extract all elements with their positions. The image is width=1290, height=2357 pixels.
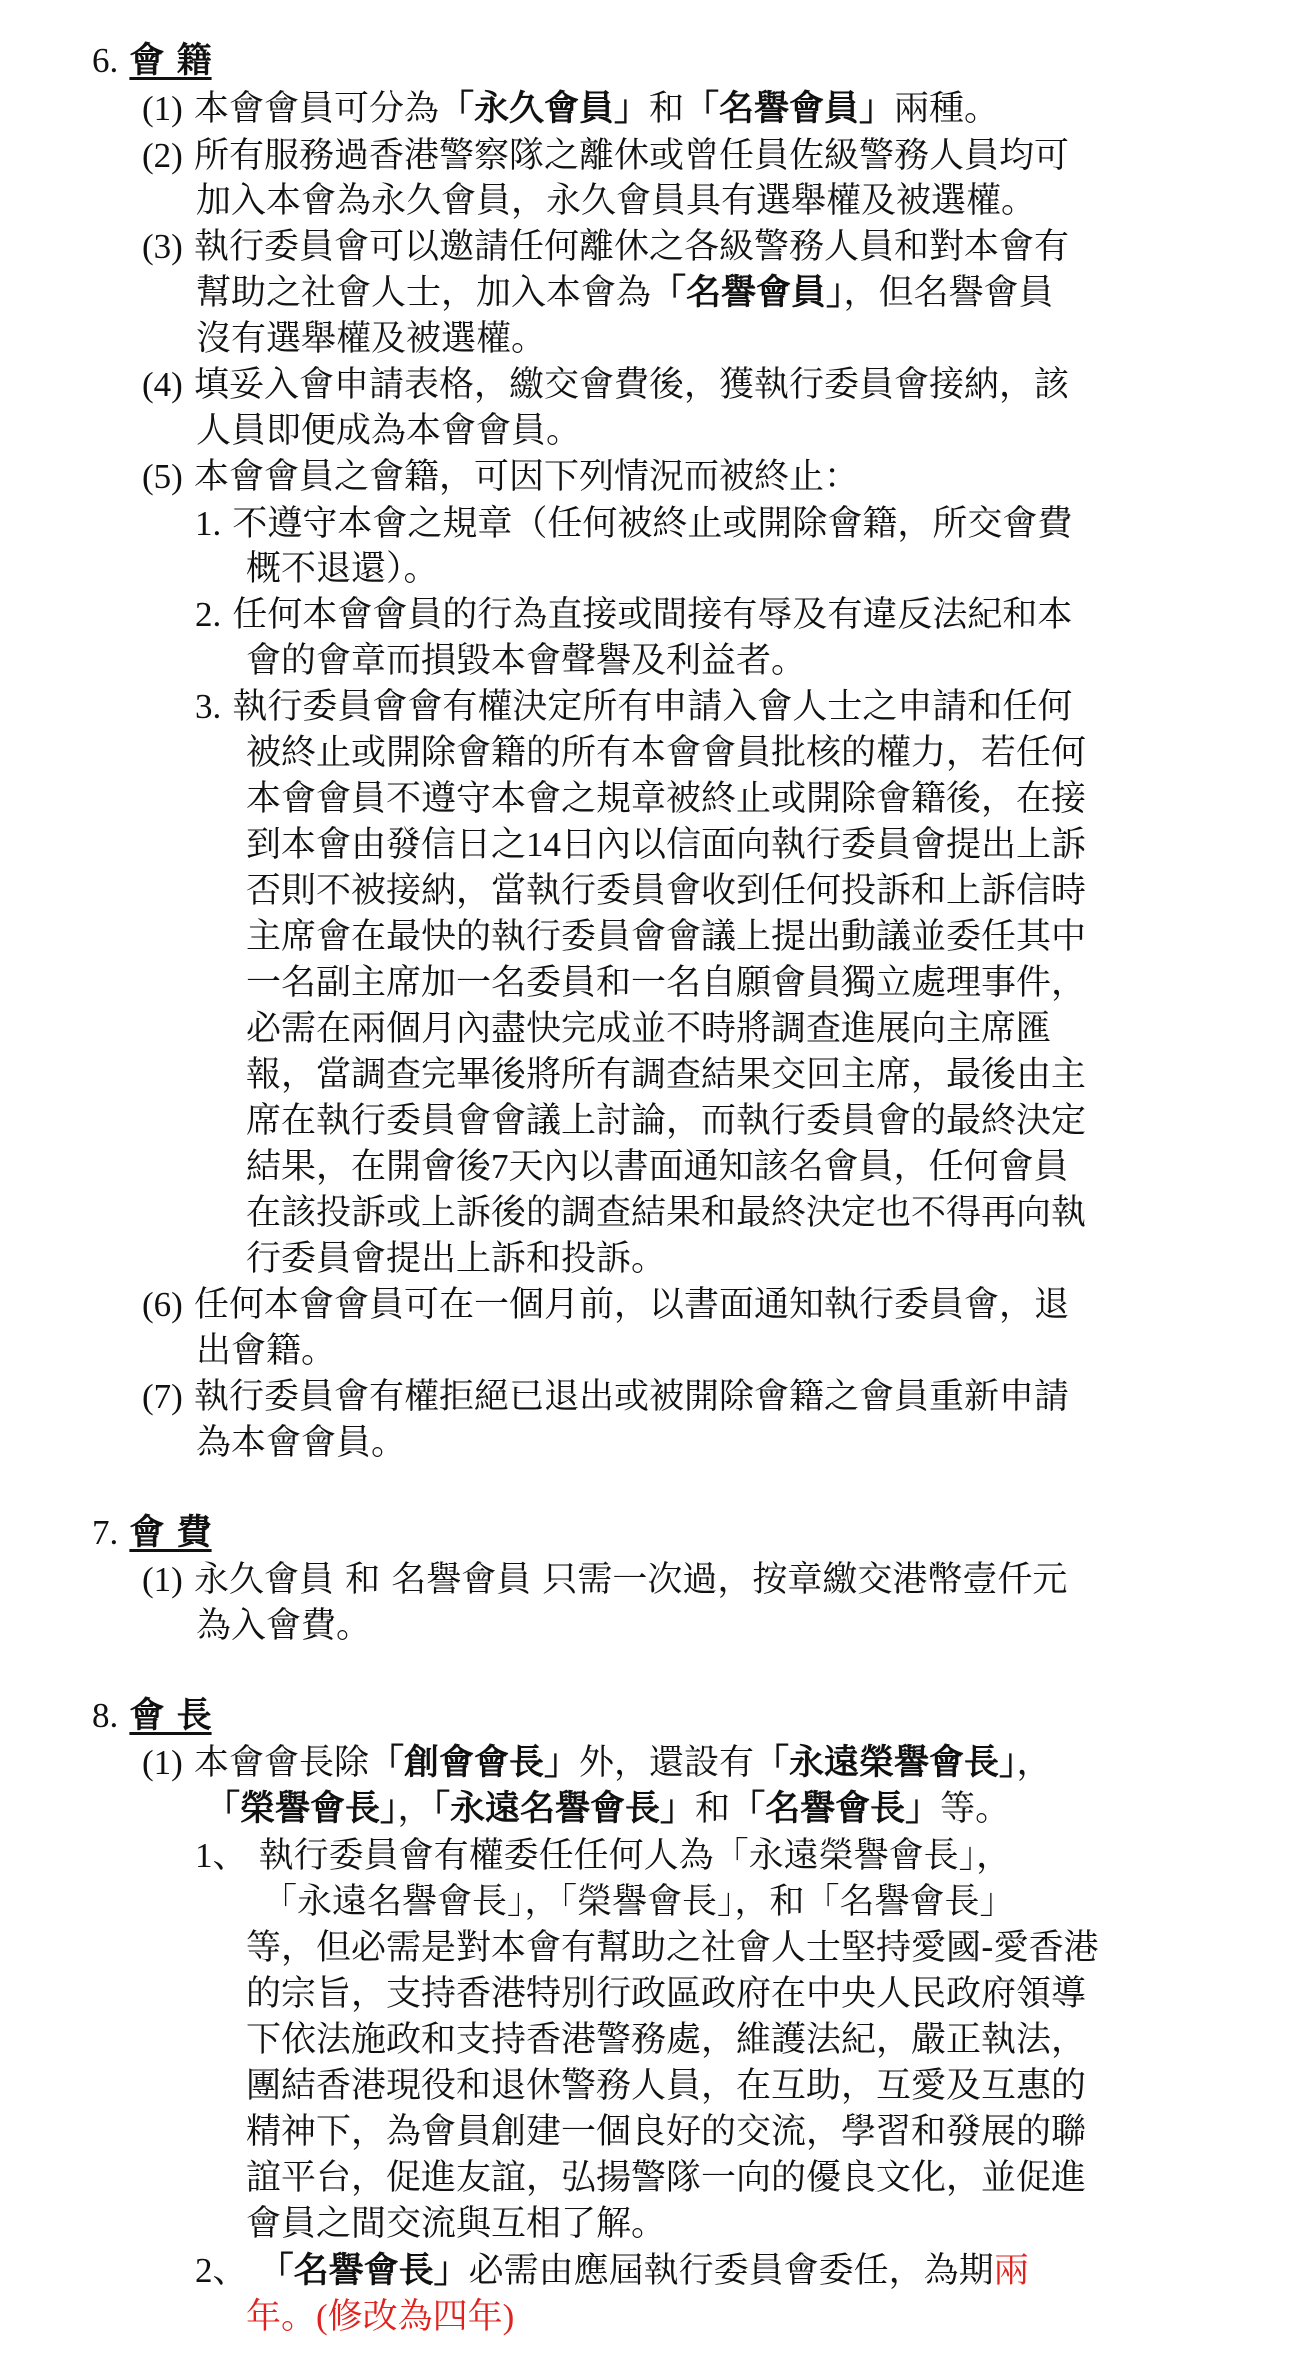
s6-5-sub-1-line-2: 概不退還）。 [246,549,439,589]
section-6-heading: 6. 會 籍 [92,41,212,81]
s6-5-sub-3-line-1: 3. 執行委員會會有權決定所有申請入會人士之申請和任何 [195,687,1073,727]
section-8-title: 會 長 [129,1696,212,1736]
s6-5-sub-3-line-7: 一名副主席加一名委員和一名自願會員獨立處理事件， [246,963,1087,1003]
section-8-heading: 8. 會 長 [92,1696,212,1736]
section-6-title: 會 籍 [129,41,212,81]
s6-5-sub-3-line-9: 報，當調查完畢後將所有調查結果交回主席，最後由主 [246,1055,1087,1095]
s6-item-5-line-1: (5) 本會會員之會籍，可因下列情況而被終止： [142,457,859,497]
s6-5-sub-1-line-1: 1. 不遵守本會之規章（任何被終止或開除會籍，所交會費 [195,504,1073,544]
section-7-title: 會 費 [129,1513,212,1553]
s7-item-1-line-2: 為入會費。 [196,1606,372,1646]
s8-item-1-line-2: 「榮譽會長」，「永遠名譽會長」和「名譽會長」等。 [205,1789,1011,1829]
s6-5-sub-3-line-11: 結果，在開會後7天內以書面通知該名會員，任何會員 [246,1147,1069,1187]
s8-item-1-line-1: (1) 本會會長除「創會會長」外，還設有「永遠榮譽會長」， [142,1743,1052,1783]
s6-item-7-line-2: 為本會會員。 [196,1423,407,1463]
s6-item-7-line-1: (7) 執行委員會有權拒絕已退出或被開除會籍之會員重新申請 [142,1377,1069,1417]
s8-point-1-line-9: 會員之間交流與互相了解。 [246,2204,667,2244]
s6-item-4-line-1: (4) 填妥入會申請表格，繳交會費後，獲執行委員會接納，該 [142,365,1069,405]
s8-point-1-line-7: 精神下，為會員創建一個良好的交流，學習和發展的聯 [246,2112,1087,2152]
s6-5-sub-3-line-8: 必需在兩個月內盡快完成並不時將調查進展向主席匯 [246,1009,1052,1049]
s8-point-1-line-8: 誼平台，促進友誼，弘揚警隊一向的優良文化，並促進 [246,2158,1087,2198]
s7-item-1-line-1: (1) 永久會員 和 名譽會員 只需一次過，按章繳交港幣壹仟元 [142,1560,1068,1600]
amendment-note: (修改為四年) [316,2297,515,2336]
s6-5-sub-3-line-3: 本會會員不遵守本會之規章被終止或開除會籍後，在接 [246,779,1087,819]
s6-item-6-line-2: 出會籍。 [196,1331,337,1371]
s8-point-2-line-1: 2、 「名譽會長」必需由應屆執行委員會委任，為期兩 [195,2251,1029,2291]
s6-item-6-line-1: (6) 任何本會會員可在一個月前，以書面通知執行委員會，退 [142,1285,1069,1325]
s8-point-1-line-2: 「永遠名譽會長」，「榮譽會長」，和「名譽會長」 [262,1882,1015,1922]
s6-item-1: (1) 本會會員可分為「永久會員」和「名譽會員」兩種。 [142,89,1000,129]
s6-5-sub-3-line-2: 被終止或開除會籍的所有本會會員批核的權力，若任何 [246,733,1087,773]
s8-point-1-line-3: 等，但必需是對本會有幫助之社會人士堅持愛國-愛香港 [246,1928,1099,1968]
s8-point-1-line-5: 下依法施政和支持香港警務處，維護法紀，嚴正執法， [246,2020,1087,2060]
amended-text: 兩 [993,2251,1029,2291]
s6-5-sub-2-line-2: 會的會章而損毀本會聲譽及利益者。 [246,641,807,681]
s8-point-1-line-4: 的宗旨，支持香港特別行政區政府在中央人民政府領導 [246,1974,1087,2014]
s6-5-sub-3-line-10: 席在執行委員會會議上討論，而執行委員會的最終決定 [246,1101,1087,1141]
s6-5-sub-3-line-4: 到本會由發信日之14日內以信面向執行委員會提出上訴 [246,825,1087,865]
s6-item-4-line-2: 人員即便成為本會會員。 [196,411,582,451]
amended-text: 年。 [246,2297,317,2337]
s6-item-3-line-1: (3) 執行委員會可以邀請任何離休之各級警務人員和對本會有 [142,227,1069,267]
s6-item-2-line-2: 加入本會為永久會員，永久會員具有選舉權及被選權。 [196,181,1037,221]
s8-point-2-line-2 [246,2294,514,2340]
s6-item-2-line-1: (2) 所有服務過香港警察隊之離休或曾任員佐級警務人員均可 [142,136,1069,176]
s6-5-sub-3-line-6: 主席會在最快的執行委員會會議上提出動議並委任其中 [246,917,1087,957]
s6-5-sub-2-line-1: 2. 任何本會會員的行為直接或間接有辱及有違反法紀和本 [195,595,1073,635]
section-7-heading: 7. 會 費 [92,1513,212,1553]
s6-5-sub-3-line-13: 行委員會提出上訴和投訴。 [246,1239,667,1279]
s6-5-sub-3-line-5: 否則不被接納，當執行委員會收到任何投訴和上訴信時 [246,871,1087,911]
s8-point-1-line-6: 團結香港現役和退休警務人員，在互助，互愛及互惠的 [246,2066,1087,2106]
s6-item-3-line-2: 幫助之社會人士，加入本會為「名譽會員」，但名譽會員 [196,273,1054,313]
s6-5-sub-3-line-12: 在該投訴或上訴後的調查結果和最終決定也不得再向執 [246,1193,1087,1233]
s8-point-1-line-1: 1、 執行委員會有權委任任何人為「永遠榮譽會長」， [195,1836,1012,1876]
s6-item-3-line-3: 沒有選舉權及被選權。 [196,319,547,359]
